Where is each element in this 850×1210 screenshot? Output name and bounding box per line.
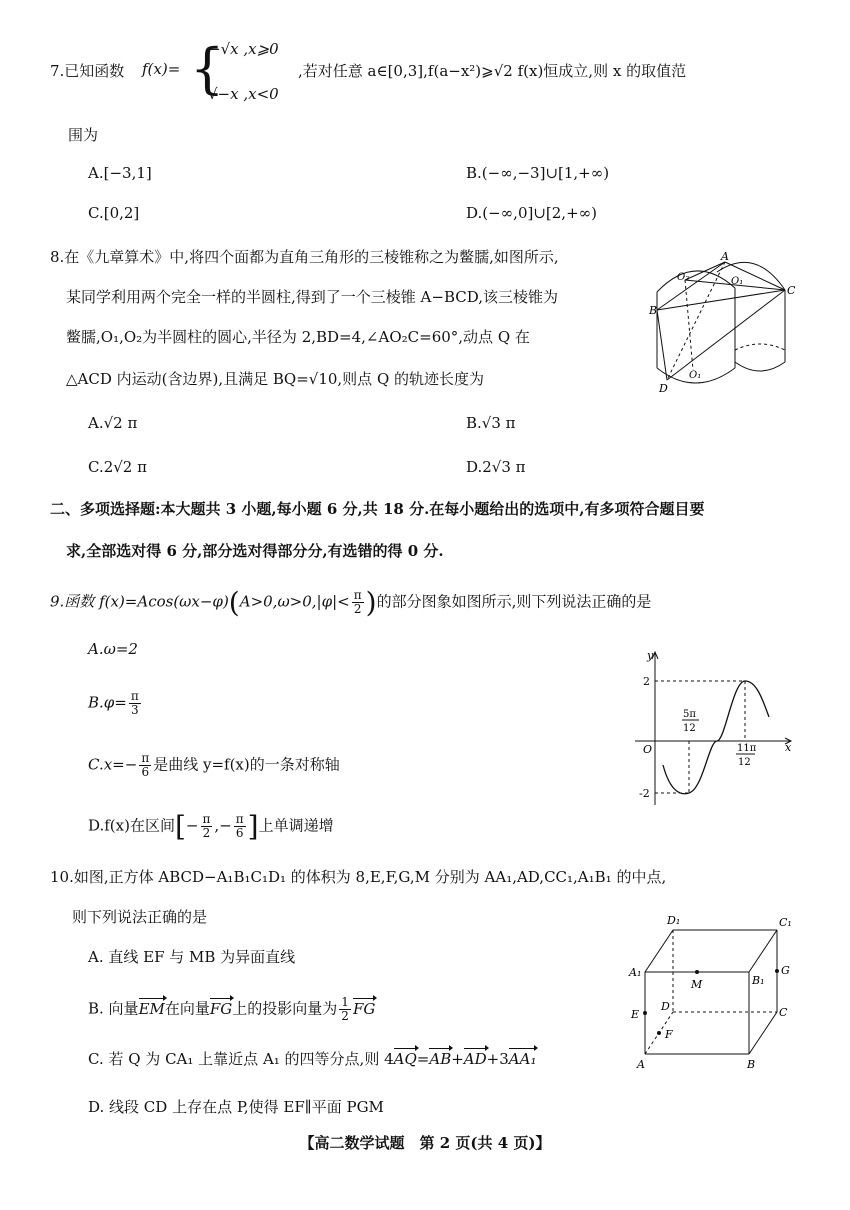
page-footer: 【高二数学试题 第 2 页(共 4 页)】	[299, 1134, 551, 1152]
q9-option-c-num: π	[141, 751, 150, 765]
q8-option-b: B.√3 π	[466, 414, 516, 432]
q9-option-b-den: 3	[131, 703, 139, 717]
q9-graph-x-label: x	[785, 741, 792, 754]
q8-fig-label-o2: O₂	[677, 272, 690, 283]
section-2-line-1: 二、多项选择题:本大题共 3 小题,每小题 6 分,共 18 分.在每小题给出的选项中,有多项符合题目要	[50, 500, 705, 518]
q10-vector-ab: AB	[429, 1050, 452, 1068]
q9-option-a: A.ω=2	[88, 640, 138, 658]
q10-vector-aa1: AA₁	[508, 1050, 537, 1068]
q9-stem: 9.函数 f(x)=Acos(ωx−φ)(A>0,ω>0,|φ|< $\frac{\pi}{2}$ )的部分图象如图所示,则下列说法正确的是	[50, 586, 652, 619]
q10-point-g	[775, 969, 779, 973]
q10-fig-label-e: E	[631, 1008, 640, 1021]
q10-option-c-eq: =	[416, 1050, 430, 1068]
q10-point-e	[643, 1011, 647, 1015]
q9-graph-tick1-num: 5π	[683, 709, 696, 720]
q10-vector-aq: AQ	[393, 1050, 417, 1068]
q9-graph-neg-two: -2	[639, 787, 650, 800]
q9-cond-pi: π	[353, 588, 362, 602]
q10-line-2: 则下列说法正确的是	[72, 908, 208, 926]
q7-case1: −√x ,x⩾0	[208, 40, 279, 58]
q8-fig-label-o1: O₁	[731, 276, 744, 287]
q9-option-d-a-den: 2	[202, 826, 211, 840]
q9-graph-tick1-den: 12	[683, 723, 696, 734]
q10-vector-fg-2: FG	[352, 999, 376, 1018]
q10-fig-label-a: A	[637, 1058, 645, 1071]
q10-point-f	[657, 1031, 661, 1035]
q9-option-b-pre: B.φ=	[88, 693, 127, 712]
q10-option-c-plus2: +3	[486, 1050, 509, 1068]
q10-fig-label-c: C	[779, 1006, 788, 1019]
q9-option-c-post: 是曲线 y=f(x)的一条对称轴	[153, 755, 340, 774]
q10-option-b-den: 2	[341, 1009, 349, 1023]
q8-figure	[645, 250, 805, 400]
q9-option-d-b-num: π	[235, 812, 244, 826]
q9-graph-y-label: y	[647, 649, 654, 662]
q8-fig-label-a: A	[721, 250, 729, 263]
q10-option-b	[88, 996, 375, 1023]
q10-option-b-pre: B. 向量	[88, 999, 139, 1018]
q9-option-b	[88, 690, 143, 717]
q8-line-2: 某同学利用两个完全一样的半圆柱,得到了一个三棱锥 A−BCD,该三棱锥为	[66, 288, 558, 306]
q10-fig-label-d: D	[661, 1000, 670, 1013]
q10-option-b-num: 1	[341, 995, 349, 1009]
q10-option-c-pre: C. 若 Q 为 CA₁ 上靠近点 A₁ 的四等分点,则 4	[88, 1050, 394, 1068]
q10-option-d: D. 线段 CD 上存在点 P,使得 EF∥平面 PGM	[88, 1098, 384, 1116]
q10-vector-fg: FG	[209, 999, 233, 1018]
q10-fig-label-a1: A₁	[629, 966, 642, 979]
q7-option-c: C.[0,2]	[88, 204, 140, 222]
q10-option-c	[88, 1048, 536, 1069]
q8-option-c: C.2√2 π	[88, 458, 147, 476]
q8-fig-label-d: D	[659, 382, 668, 395]
q10-option-b-mid: 在向量	[164, 999, 210, 1018]
q7-stem-b: ,若对任意 a∈[0,3],f(a−x²)⩾√2 f(x)恒成立,则 x 的取值范	[298, 62, 687, 80]
q10-option-a: A. 直线 EF 与 MB 为异面直线	[88, 948, 296, 966]
q10-fig-label-b1: B₁	[752, 974, 765, 987]
q9-graph-tick2-den: 12	[738, 757, 751, 768]
q7-stem-c: 围为	[68, 126, 99, 144]
q7-fx: f(x)=	[142, 60, 181, 78]
q9-option-d-pre: D.f(x)在区间	[88, 816, 175, 835]
q8-line-4: △ACD 内运动(含边界),且满足 BQ=√10,则点 Q 的轨迹长度为	[66, 370, 485, 388]
q9-stem-b: 的部分图象如图所示,则下列说法正确的是	[376, 592, 652, 611]
q7-stem-a: 7.已知函数	[50, 62, 125, 80]
q7-option-b: B.(−∞,−3]∪[1,+∞)	[466, 164, 610, 182]
q10-point-m	[695, 970, 699, 974]
q7-case2: √−x ,x<0	[208, 85, 279, 103]
q10-option-c-plus1: +	[451, 1050, 464, 1068]
section-2-line-2: 求,全部选对得 6 分,部分选对得部分分,有选错的得 0 分.	[66, 542, 444, 560]
q9-option-c-den: 6	[141, 765, 150, 779]
q8-line-1: 8.在《九章算术》中,将四个面都为直角三角形的三棱锥称之为鳖臑,如图所示,	[50, 248, 559, 266]
q10-fig-label-m: M	[691, 978, 703, 991]
q8-line-3: 鳖臑,O₁,O₂为半圆柱的圆心,半径为 2,BD=4,∠AO₂C=60°,动点 Q 在	[66, 328, 530, 346]
q9-graph-tick2-num: 11π	[737, 743, 757, 754]
q10-vector-em: EM	[138, 999, 165, 1018]
q8-fig-label-o1-bottom: O₁	[689, 370, 702, 381]
q9-option-d: D.f(x)在区间[− $\frac{\pi}{2}$ ,− $\frac{\pi}{6}$ ]上单调递增	[88, 810, 334, 843]
q10-option-b-post: 上的投影向量为	[232, 999, 338, 1018]
q8-fig-label-b: B	[649, 304, 658, 317]
q10-fig-label-c1: C₁	[779, 916, 792, 929]
q9-option-c-pre: C.x=−	[88, 755, 138, 774]
q10-fig-label-d1: D₁	[667, 914, 681, 927]
q10-vector-ad: AD	[463, 1050, 487, 1068]
q9-option-d-a-num: π	[202, 812, 211, 826]
q9-graph-origin: O	[643, 743, 653, 756]
q7-brace: {	[190, 37, 225, 100]
q10-fig-label-f: F	[665, 1028, 673, 1041]
q10-figure	[625, 912, 800, 1072]
q9-option-c	[88, 752, 340, 779]
q9-condition: A>0,ω>0,|φ|<	[239, 592, 350, 611]
q7-option-d: D.(−∞,0]∪[2,+∞)	[466, 204, 597, 222]
q7-option-a: A.[−3,1]	[88, 164, 152, 182]
q8-option-a: A.√2 π	[88, 414, 138, 432]
q9-graph	[625, 645, 800, 815]
q8-option-d: D.2√3 π	[466, 458, 526, 476]
q10-line-1: 10.如图,正方体 ABCD−A₁B₁C₁D₁ 的体积为 8,E,F,G,M 分别为 AA₁,AD,CC₁,A₁B₁ 的中点,	[50, 868, 667, 886]
q10-fig-label-b: B	[747, 1058, 756, 1071]
q10-fig-label-g: G	[781, 964, 790, 977]
q9-cond-two: 2	[353, 602, 362, 616]
q9-graph-two: 2	[643, 675, 650, 688]
q8-fig-label-c: C	[787, 284, 796, 297]
q9-stem-a: 9.函数 f(x)=Acos(ωx−φ)	[50, 592, 229, 611]
q9-option-d-b-den: 6	[235, 826, 244, 840]
q9-option-b-num: π	[130, 689, 139, 703]
q9-option-d-post: 上单调递增	[258, 816, 334, 835]
